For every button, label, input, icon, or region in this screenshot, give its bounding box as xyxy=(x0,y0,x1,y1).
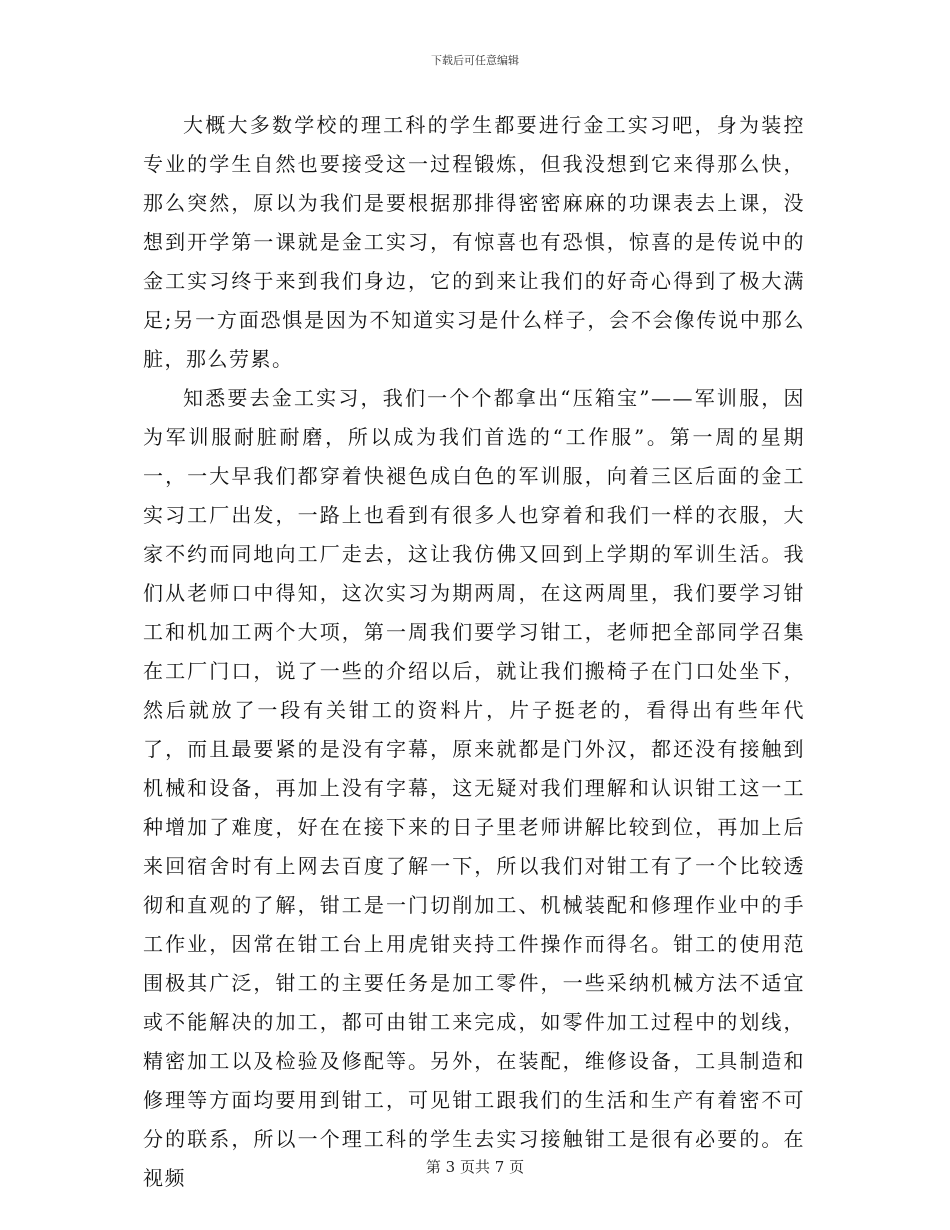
page-header: 下载后可任意编辑 xyxy=(431,54,519,67)
document-body xyxy=(143,106,805,1198)
paragraph-1: 大概大多数学校的理工科的学生都要进行金工实习吧，身为装控专业的学生自然也要接受这一过程锻炼，但我没想到它来得那么快，那么突然，原以为我们是要根据那排得密密麻麻的功课表去上课，没想到开学第一课就是金工实习，有惊喜也有恐惧，惊喜的是传说中的金工实习终于来到我们身边，它的到来让我们的好奇心得到了极大满足;另一方面恐惧是因为不知道实习是什么样子，会不会像传说中那么脏，那么劳累。 xyxy=(143,113,805,371)
page-number: 第 3 页共 7 页 xyxy=(425,1158,525,1176)
paragraph-2: 知悉要去金工实习，我们一个个都拿出“压箱宝”——军训服，因为军训服耐脏耐磨，所以成为我们首选的“工作服”。第一周的星期一，一大早我们都穿着快褪色成白色的军训服，向着三区后面的金工实习工厂出发，一路上也看到有很多人也穿着和我们一样的衣服，大家不约而同地向工厂走去，这让我仿佛又回到上学期的军训生活。我们从老师口中得知，这次实习为期两周，在这两周里，我们要学习钳工和机加工两个大项，第一周我们要学习钳工，老师把全部同学召集在工厂门口，说了一些的介绍以后，就让我们搬椅子在门口处坐下，然后就放了一段有关钳工的资料片，片子挺老的，看得出有些年代了，而且最要紧的是没有字幕，原来就都是门外汉，都还没有接触到机械和设备，再加上没有字幕，这无疑对我们理解和认识钳工这一工种增加了难度，好在在接下来的日子里老师讲解比较到位，再加上后来回宿舍时有上网去百度了解一下，所以我们对钳工有了一个比较透彻和直观的了解，钳工是一门切削加工、机械装配和修理作业中的手工作业，因常在钳工台上用虎钳夹持工件操作而得名。钳工的使用范围极其广泛，钳工的主要任务是加工零件，一些采纳机械方法不适宜或不能解决的加工，都可由钳工来完成，如零件加工过程中的划线，精密加工以及检验及修配等。另外，在装配，维修设备，工具制造和修理等方面均要用到钳工，可见钳工跟我们的生活和生产有着密不可分的联系，所以一个理工科的学生去实习接触钳工是很有必要的。在视频 xyxy=(143,386,805,1190)
